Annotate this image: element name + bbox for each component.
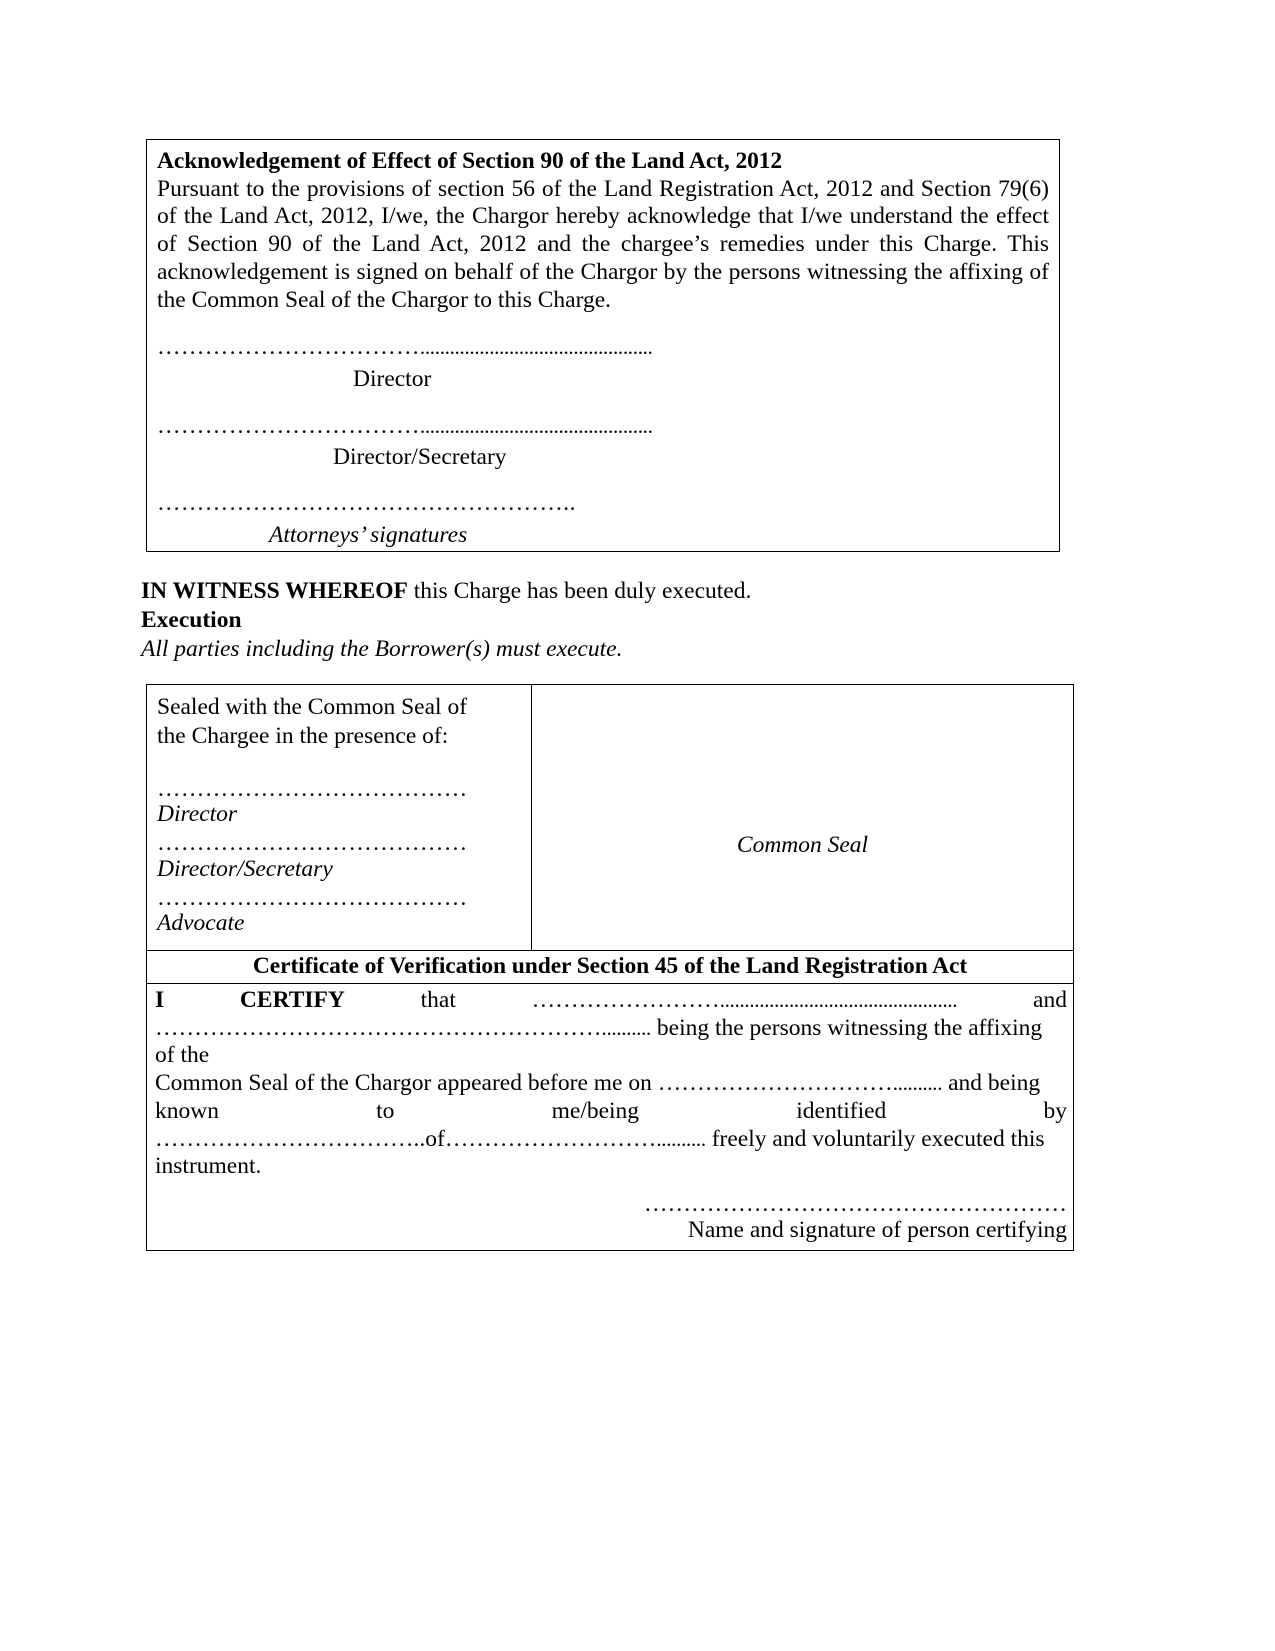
certificate-body-row <box>147 983 1074 1250</box>
dotted-line-wide: ………………………… <box>657 1070 893 1097</box>
signature-label-attorneys: Attorneys’ signatures <box>269 521 468 548</box>
dotted-line-tight: ............................................... <box>419 335 653 360</box>
seal-row <box>147 685 1074 951</box>
spacer <box>157 751 521 777</box>
certify-and-word: and <box>1033 986 1067 1013</box>
execution-heading: Execution <box>141 607 242 634</box>
certificate-line-3 <box>155 1070 1067 1098</box>
certificate-line-1 <box>155 987 1067 1015</box>
signature-dotted-line <box>157 412 1049 439</box>
certificate-body <box>147 983 1074 1250</box>
dotted-line-wide: …………………………….. <box>155 1125 426 1152</box>
certifier-dotted-line: ……………………………………………… <box>644 1190 1067 1217</box>
signature-block-director <box>157 336 1049 393</box>
signature-dotted-line <box>147 492 1059 516</box>
dotted-line-tight: ................................................ <box>719 987 958 1012</box>
dotted-line-wide: …………………………… <box>157 334 420 361</box>
dotted-line-wide: …………………………………………….. <box>157 492 576 516</box>
in-witness-whereof-rest: this Charge has been duly executed. <box>407 578 752 604</box>
common-seal-cell <box>532 685 1074 951</box>
signature-dotted-line <box>157 336 1049 360</box>
certificate-line-3-after: and being <box>942 1070 1041 1097</box>
seal-role-label-director-secretary: Director/Secretary <box>157 855 333 882</box>
dotted-line-wide: …………………………… <box>157 412 420 439</box>
certify-that-word: that <box>420 986 456 1013</box>
certify-known-word: known <box>155 1097 219 1124</box>
seal-witness-cell <box>147 685 532 951</box>
certificate-heading-row <box>147 950 1074 983</box>
certify-keyword: CERTIFY <box>239 986 345 1013</box>
certifier-signature-label: Name and signature of person certifying <box>687 1217 1067 1244</box>
seal-heading-line-2: the Chargee in the presence of: <box>157 722 449 749</box>
certify-of-word: of <box>425 1125 445 1152</box>
certify-blank-1 <box>532 987 958 1015</box>
seal-dotted-line-director: ………………………………… <box>157 775 468 802</box>
seal-role-label-director: Director <box>157 801 238 828</box>
certificate-line-5-after: freely and voluntarily executed this <box>705 1125 1045 1152</box>
dotted-line-wide: …………………… <box>531 986 720 1013</box>
seal-heading-line-1: Sealed with the Common Seal of <box>157 694 468 720</box>
certify-identified-word: identified <box>796 1097 887 1124</box>
dotted-line-tight: .......... <box>892 1071 943 1096</box>
seal-dotted-line-director-secretary: ………………………………… <box>157 830 468 857</box>
execution-note: All parties including the Borrower(s) must execute. <box>141 636 623 663</box>
certify-to-word: to <box>376 1097 395 1124</box>
witness-execution-section <box>141 577 1081 664</box>
common-seal-label: Common Seal <box>736 832 869 858</box>
in-witness-whereof-line <box>141 577 1081 606</box>
certificate-line-3-before: Common Seal of the Chargor appeared before me on <box>155 1070 658 1097</box>
certificate-line-4 <box>155 1098 1067 1126</box>
certify-by-word: by <box>1043 1097 1067 1124</box>
acknowledgement-title: Acknowledgement of Effect of Section 90 of the Land Act, 2012 <box>157 148 783 174</box>
certificate-line-6: instrument. <box>155 1153 262 1180</box>
dotted-line-tight: ............................................... <box>419 413 653 438</box>
signature-label-director: Director <box>353 365 432 392</box>
dotted-line-tight: .......... <box>656 1126 706 1151</box>
signature-block-attorneys <box>147 492 1059 550</box>
dotted-line-wide: ……………………… <box>444 1125 657 1152</box>
seal-dotted-line-advocate: ………………………………… <box>157 884 468 911</box>
certificate-line-2-text: being the persons witnessing the affixing of the <box>155 1014 1043 1069</box>
certify-i-word: I <box>155 986 165 1013</box>
signature-block-director-secretary <box>157 412 1049 472</box>
acknowledgement-body: Pursuant to the provisions of section 56 of the Land Registration Act, 2012 and Section 79(6) of the Land Act, 2012, I/we, the Chargor hereby acknowledge that I/we understand the effect of Section 90 of the Land Act, 2012 and the chargee’s remedies under this Charge. This acknowledgement is signed on behalf of the Chargor by the persons witnessing the affixing of the Common Seal of the Chargor to this Charge. <box>157 175 1049 313</box>
execution-seal-table <box>146 684 1074 1251</box>
certificate-heading: Certificate of Verification under Section 45 of the Land Registration Act <box>147 950 1074 983</box>
signature-label-director-secretary: Director/Secretary <box>333 444 507 471</box>
certifier-signature-block <box>155 1191 1067 1244</box>
certificate-line-2 <box>155 1015 1067 1070</box>
certificate-line-5 <box>155 1126 1067 1154</box>
dotted-line-tight: .......... <box>601 1015 652 1040</box>
in-witness-whereof-label: IN WITNESS WHEREOF <box>141 578 408 604</box>
seal-role-label-advocate: Advocate <box>157 910 245 937</box>
certify-mebeing-word: me/being <box>551 1097 640 1124</box>
dotted-line-wide: ………………………………………………… <box>155 1014 602 1041</box>
acknowledgement-content <box>147 140 1059 471</box>
acknowledgement-box <box>146 139 1060 552</box>
